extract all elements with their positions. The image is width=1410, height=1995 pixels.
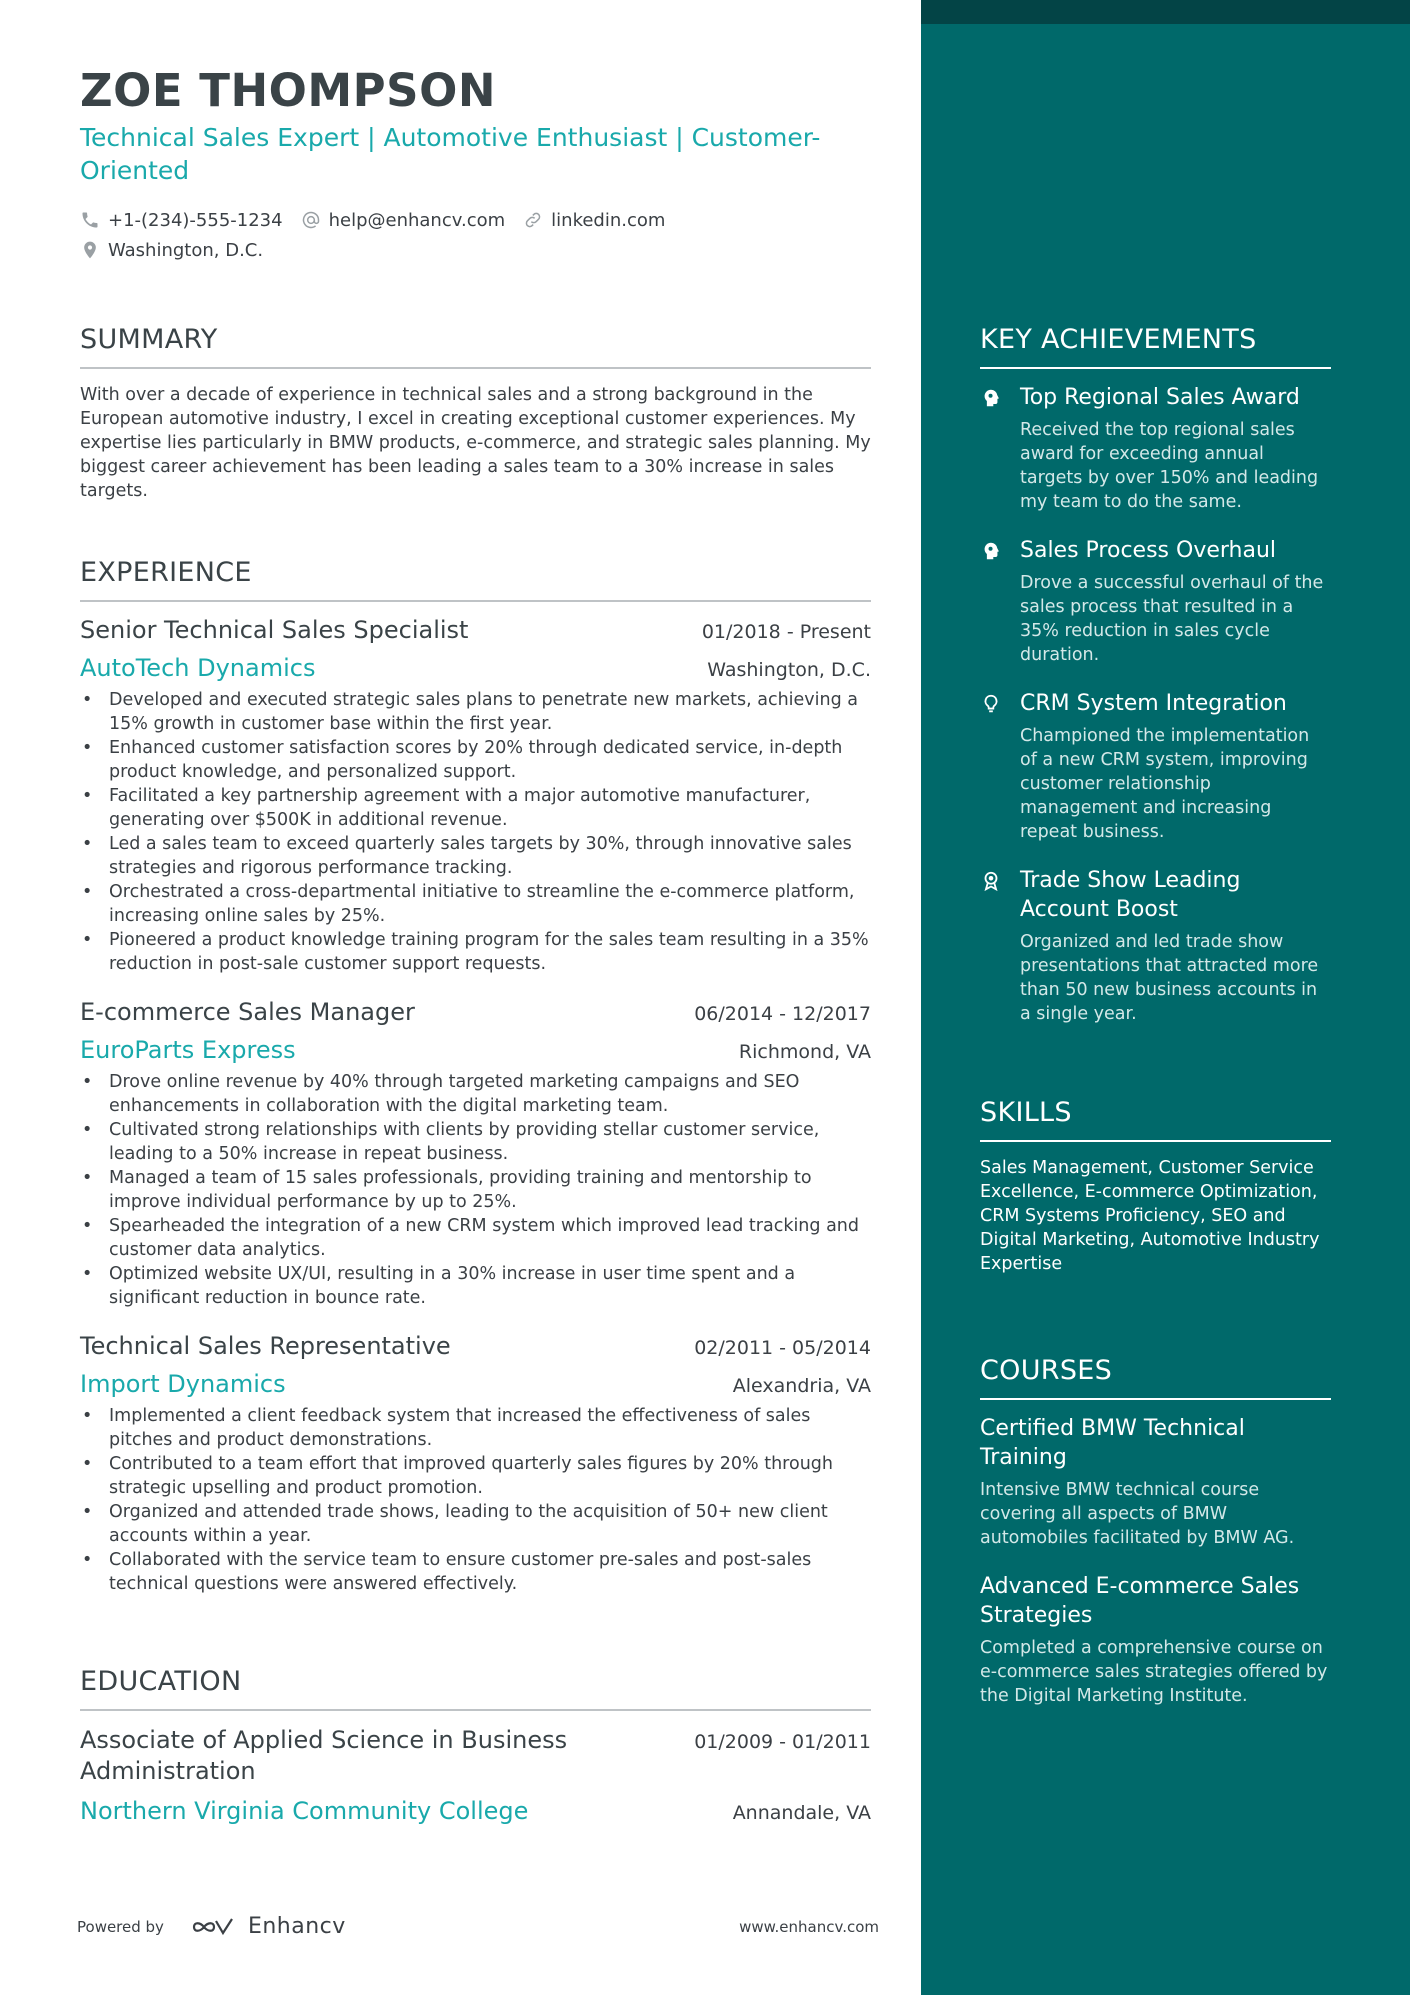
skills-text: Sales Management, Customer Service Excellence, E-commerce Optimization, CRM Systems Proficiency, SEO and Digital Marketing, Automotive Industry Expertise <box>980 1158 1320 1274</box>
brand-name: Enhancv <box>247 1914 346 1939</box>
course-title: Advanced E-commerce Sales Strategies <box>980 1574 1300 1628</box>
achievement-title: Sales Process Overhaul <box>1020 538 1277 563</box>
job-location: Richmond, VA <box>738 1041 871 1063</box>
achievement-item <box>980 536 1331 667</box>
location-text: Washington, D.C. <box>108 239 264 261</box>
achievements-divider <box>980 367 1331 369</box>
footer-url[interactable]: www.enhancv.com <box>739 1917 879 1936</box>
course-title: Certified BMW Technical Training <box>980 1416 1245 1470</box>
job-bullet: • Contributed to a team effort that improved quarterly sales figures by 20% through strategic upselling and product promotion. <box>82 1454 833 1498</box>
contact-location <box>80 240 263 261</box>
head-icon <box>980 540 1002 562</box>
link-icon <box>523 210 543 230</box>
education-dates: 01/2009 - 01/2011 <box>694 1731 871 1753</box>
job-bullet: • Orchestrated a cross-departmental initiative to streamline the e-commerce platform, increasing online sales by 25%. <box>82 882 855 926</box>
job-company: Import Dynamics <box>80 1370 286 1398</box>
job-company: EuroParts Express <box>80 1036 296 1064</box>
summary-heading: SUMMARY <box>80 324 218 355</box>
achievement-desc: Drove a successful overhaul of the sales process that resulted in a 35% reduction in sales cycle duration. <box>1020 573 1324 665</box>
job-dates: 01/2018 - Present <box>701 621 871 643</box>
job-entry <box>80 998 871 1310</box>
contact-phone[interactable] <box>80 210 283 231</box>
job-bullet: • Implemented a client feedback system that increased the effectiveness of sales pitches and product demonstrations. <box>82 1406 811 1450</box>
courses-heading: COURSES <box>980 1355 1113 1386</box>
course-item <box>980 1414 1331 1550</box>
achievements-section <box>980 324 1331 1026</box>
job-bullet: • Pioneered a product knowledge training program for the sales team resulting in a 35% reduction in post-sale customer support requests. <box>82 930 869 974</box>
experience-heading: EXPERIENCE <box>80 557 252 588</box>
job-bullet: • Enhanced customer satisfaction scores by 20% through dedicated service, in-depth product knowledge, and personalized support. <box>82 738 843 782</box>
job-bullet: • Managed a team of 15 sales professionals, providing training and mentorship to improve individual performance by up to 25%. <box>82 1168 812 1212</box>
contact-email[interactable] <box>301 210 506 231</box>
job-company: AutoTech Dynamics <box>80 654 316 682</box>
job-bullet: • Organized and attended trade shows, leading to the acquisition of 50+ new client accounts within a year. <box>82 1502 828 1546</box>
candidate-headline: Technical Sales Expert | Automotive Enthusiast | Customer-Oriented <box>80 123 821 185</box>
job-bullet: • Developed and executed strategic sales plans to penetrate new markets, achieving a 15% growth in customer base within the first year. <box>82 690 859 734</box>
location-pin-icon <box>80 240 100 260</box>
award-icon <box>980 870 1002 892</box>
contact-info <box>80 205 683 265</box>
contact-website[interactable] <box>523 210 665 231</box>
lightbulb-icon <box>980 693 1002 715</box>
skills-section <box>980 1097 1331 1276</box>
job-bullet: • Drove online revenue by 40% through targeted marketing campaigns and SEO enhancements in collaboration with the digital marketing team. <box>82 1072 800 1116</box>
achievement-item <box>980 689 1331 844</box>
powered-by <box>77 1914 346 1939</box>
sidebar-top-band <box>921 0 1410 24</box>
summary-text: With over a decade of experience in technical sales and a strong background in the European automotive industry, I excel in creating exceptional customer experiences. My expertise lies particularly in BMW products, e-commerce, and strategic sales planning. My biggest career achievement has been leading a sales team to a 30% increase in sales targets. <box>80 385 871 501</box>
head-icon <box>980 387 1002 409</box>
job-bullets <box>80 1070 871 1310</box>
job-bullets <box>80 688 871 976</box>
school-name: Northern Virginia Community College <box>80 1797 529 1825</box>
job-bullet: • Collaborated with the service team to ensure customer pre-sales and post-sales technical questions were answered effectively. <box>82 1550 812 1594</box>
achievements-heading: KEY ACHIEVEMENTS <box>980 324 1257 355</box>
course-item <box>980 1572 1331 1708</box>
summary-section <box>80 324 871 503</box>
brand-logo[interactable] <box>190 1914 346 1939</box>
achievement-title: Top Regional Sales Award <box>1020 385 1300 410</box>
phone-icon <box>80 210 100 230</box>
achievement-item <box>980 866 1331 1026</box>
website-text: linkedin.com <box>551 209 666 231</box>
experience-divider <box>80 600 871 602</box>
footer <box>77 1914 879 1939</box>
achievement-item <box>980 383 1331 514</box>
job-title: Technical Sales Representative <box>80 1332 451 1360</box>
education-heading: EDUCATION <box>80 1666 242 1697</box>
at-icon <box>301 210 321 230</box>
job-bullets <box>80 1404 871 1596</box>
job-bullet: • Spearheaded the integration of a new CRM system which improved lead tracking and customer data analytics. <box>82 1216 859 1260</box>
achievement-desc: Championed the implementation of a new CRM system, improving customer relationship management and increasing repeat business. <box>1020 726 1310 842</box>
achievement-desc: Received the top regional sales award for exceeding annual targets by over 150% and leading my team to do the same. <box>1020 420 1319 512</box>
job-title: Senior Technical Sales Specialist <box>80 616 469 644</box>
courses-divider <box>980 1398 1331 1400</box>
course-desc: Completed a comprehensive course on e-commerce sales strategies offered by the Digital Marketing Institute. <box>980 1638 1328 1706</box>
summary-divider <box>80 367 871 369</box>
job-location: Alexandria, VA <box>732 1375 871 1397</box>
phone-text: +1-(234)-555-1234 <box>108 209 283 231</box>
education-section <box>80 1666 871 1825</box>
education-divider <box>80 1709 871 1711</box>
achievement-title: CRM System Integration <box>1020 691 1287 716</box>
courses-section <box>980 1355 1331 1708</box>
powered-by-label: Powered by <box>77 1917 164 1936</box>
email-text: help@enhancv.com <box>328 209 506 231</box>
enhancv-logo-icon <box>190 1915 236 1939</box>
school-location: Annandale, VA <box>732 1802 871 1824</box>
job-bullet: • Facilitated a key partnership agreement with a major automotive manufacturer, generating over $500K in additional revenue. <box>82 786 811 830</box>
job-location: Washington, D.C. <box>707 659 871 681</box>
experience-section <box>80 557 871 1596</box>
achievement-title: Trade Show Leading Account Boost <box>1020 868 1241 922</box>
course-desc: Intensive BMW technical course covering all aspects of BMW automobiles facilitated by BMW AG. <box>980 1480 1295 1548</box>
candidate-name: ZOE THOMPSON <box>80 64 496 117</box>
degree-title: Associate of Applied Science in Business Administration <box>80 1726 568 1785</box>
skills-divider <box>980 1140 1331 1142</box>
job-entry <box>80 616 871 976</box>
job-bullet: • Optimized website UX/UI, resulting in a 30% increase in user time spent and a significant reduction in bounce rate. <box>82 1264 796 1308</box>
job-dates: 02/2011 - 05/2014 <box>694 1337 871 1359</box>
job-entry <box>80 1332 871 1596</box>
job-bullet: • Cultivated strong relationships with clients by providing stellar customer service, leading to a 50% increase in repeat business. <box>82 1120 820 1164</box>
skills-heading: SKILLS <box>980 1097 1072 1128</box>
job-title: E-commerce Sales Manager <box>80 998 415 1026</box>
job-dates: 06/2014 - 12/2017 <box>694 1003 871 1025</box>
job-bullet: • Led a sales team to exceed quarterly sales targets by 30%, through innovative sales strategies and rigorous performance tracking. <box>82 834 852 878</box>
achievement-desc: Organized and led trade show presentations that attracted more than 50 new business accounts in a single year. <box>1020 932 1319 1024</box>
